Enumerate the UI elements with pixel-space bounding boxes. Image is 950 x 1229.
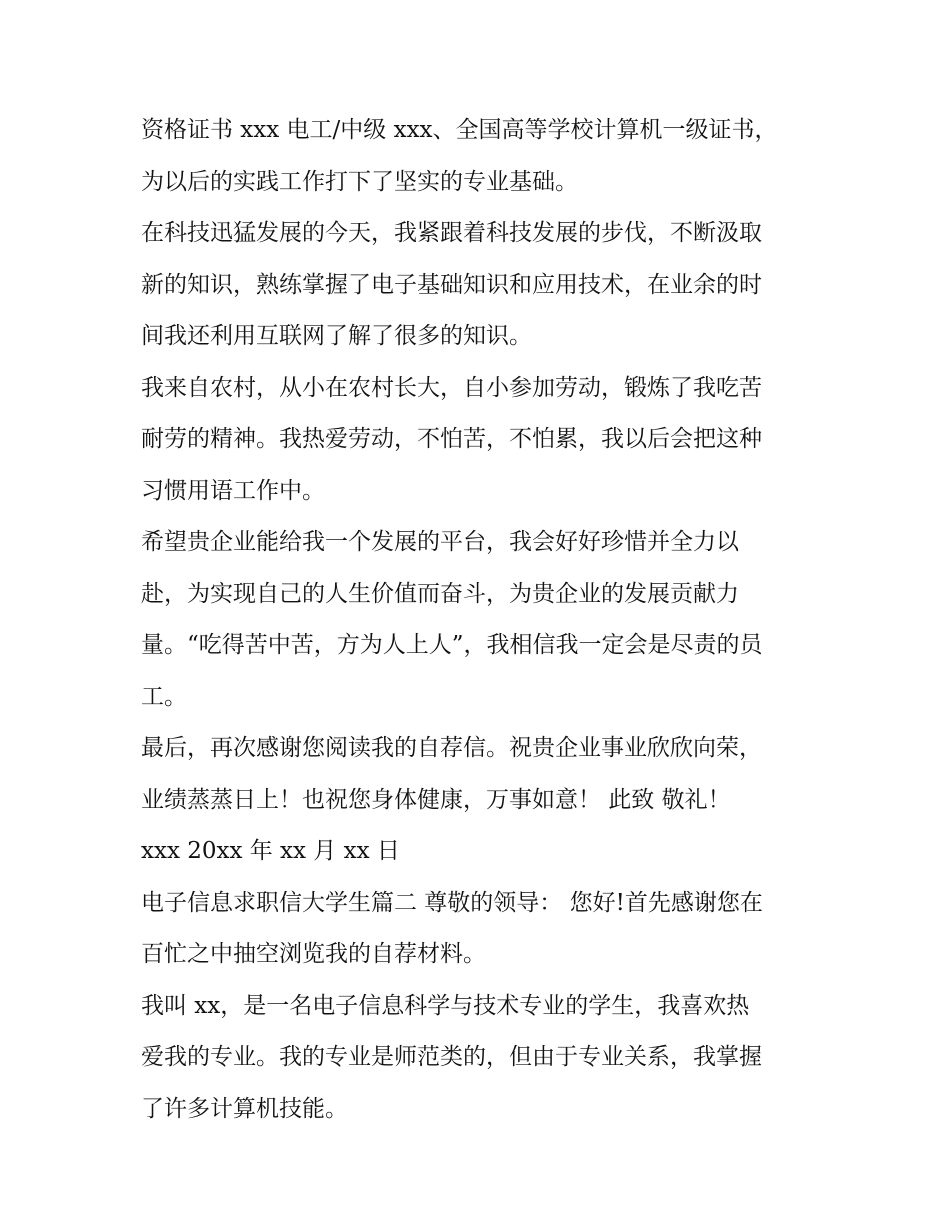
text-line: 在科技迅猛发展的今天，我紧跟着科技发展的步伐，不断汲取 [141, 220, 762, 246]
text-line: 电子信息求职信大学生篇二 尊敬的领导： 您好!首先感谢您在 [141, 889, 763, 916]
text-line: xxx 20xx 年 xx 月 xx 日 [141, 838, 400, 864]
document-body [141, 105, 821, 1135]
text-line: 希望贵企业能给我一个发展的平台，我会好好珍惜并全力以 [141, 529, 739, 555]
text-line: 业绩蒸蒸日上！也祝您身体健康，万事如意！ 此致 敬礼！ [141, 786, 731, 813]
text-line: 百忙之中抽空浏览我的自荐材料。 [141, 941, 486, 967]
text-line: 爱我的专业。我的专业是师范类的，但由于专业关系，我掌握 [141, 1044, 762, 1070]
text-line: 间我还利用互联网了解了很多的知识。 [141, 323, 532, 349]
text-line: 我叫 xx，是一名电子信息科学与技术专业的学生，我喜欢热 [141, 992, 750, 1019]
text-line: 为以后的实践工作打下了坚实的专业基础。 [141, 168, 578, 195]
text-line: 最后，再次感谢您阅读我的自荐信。祝贵企业事业欣欣向荣， [141, 735, 762, 761]
text-line: 量。“吃得苦中苦，方为人上人”，我相信我一定会是尽责的员 [141, 632, 763, 658]
text-line: 资格证书 xxx 电工/中级 xxx、全国高等学校计算机一级证书， [141, 117, 778, 143]
text-line: 赴，为实现自己的人生价值而奋斗，为贵企业的发展贡献力 [141, 580, 739, 607]
text-line: 新的知识，熟练掌握了电子基础知识和应用技术，在业余的时 [141, 271, 762, 298]
text-line: 我来自农村，从小在农村长大，自小参加劳动，锻炼了我吃苦 [141, 374, 762, 401]
text-line: 工。 [141, 683, 187, 710]
text-line: 习惯用语工作中。 [141, 477, 325, 504]
text-line: 了许多计算机技能。 [141, 1095, 348, 1122]
text-line: 耐劳的精神。我热爱劳动，不怕苦，不怕累，我以后会把这种 [141, 426, 762, 452]
